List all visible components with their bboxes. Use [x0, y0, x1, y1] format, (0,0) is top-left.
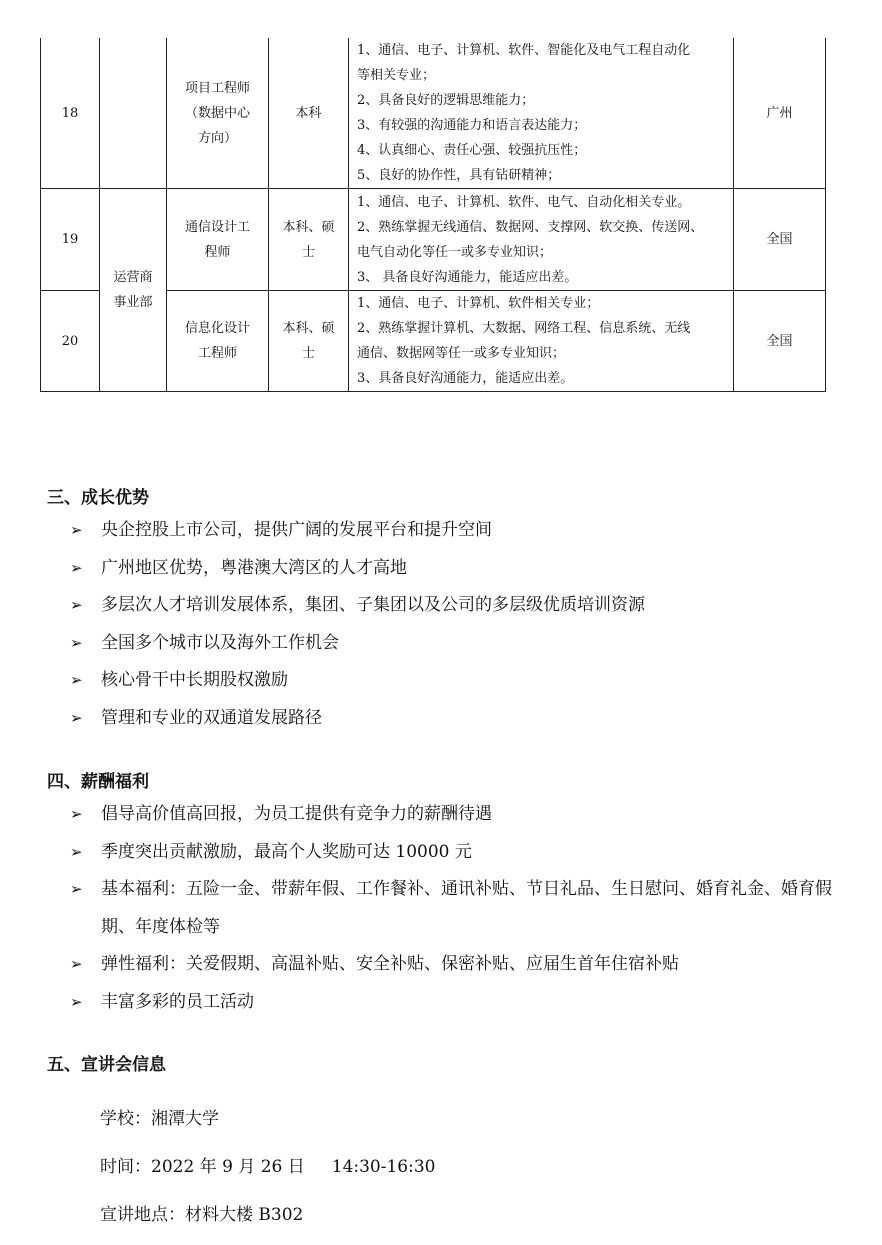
- row-number: 19: [41, 189, 100, 291]
- arrowhead-bullet-icon: ➢: [70, 805, 83, 823]
- location-cell: 全国: [734, 189, 826, 291]
- location-cell: 广州: [734, 38, 826, 189]
- list-item: ➢ 全国多个城市以及海外工作机会: [70, 625, 840, 663]
- position-cell: 项目工程师 （数据中心 方向）: [167, 38, 269, 189]
- location-cell: 全国: [734, 291, 826, 392]
- arrowhead-bullet-icon: ➢: [70, 992, 83, 1011]
- arrowhead-bullet-icon: ➢: [70, 842, 83, 861]
- position-cell: 信息化设计 工程师: [167, 291, 269, 392]
- list-item: ➢ 倡导高价值高回报，为员工提供有竞争力的薪酬待遇: [70, 796, 840, 834]
- department-cell: [100, 38, 167, 189]
- arrowhead-bullet-icon: ➢: [70, 521, 83, 539]
- arrowhead-bullet-icon: ➢: [70, 671, 83, 689]
- education-cell: 本科、硕 士: [269, 189, 349, 291]
- arrowhead-bullet-icon: ➢: [70, 708, 83, 727]
- benefits-list: [70, 796, 840, 1021]
- list-item: ➢ 弹性福利：关爱假期、高温补贴、安全补贴、保密补贴、应届生首年住宿补贴: [70, 946, 840, 984]
- requirements-cell: 1、通信、电子、计算机、软件、智能化及电气工程自动化 等相关专业； 2、具备良好的逻辑思维能力； 3、有较强的沟通能力和语言表达能力； 4、认真细心、责任心强、较强抗压性； 5、良好的协作性，具有钻研精神；: [349, 38, 734, 189]
- requirements-cell: 1、通信、电子、计算机、软件相关专业； 2、熟练掌握计算机、大数据、网络工程、信息系统、无线 通信、数据网等任一或多专业知识； 3、具备良好沟通能力，能适应出差。: [349, 291, 734, 392]
- seminar-time: 时间：2022 年 9 月 26 日 14:30-16:30: [100, 1157, 436, 1177]
- list-item: ➢ 多层次人才培训发展体系，集团、子集团以及公司的多层级优质培训资源: [70, 587, 840, 625]
- list-item: ➢ 央企控股上市公司，提供广阔的发展平台和提升空间: [70, 512, 840, 550]
- row-number: 18: [41, 38, 100, 189]
- position-cell: 通信设计工 程师: [167, 189, 269, 291]
- list-item: ➢ 核心骨干中长期股权激励: [70, 662, 840, 700]
- table-row: [41, 189, 826, 291]
- education-cell: 本科: [269, 38, 349, 189]
- arrowhead-bullet-icon: ➢: [70, 955, 83, 973]
- section-heading-benefits: 四、薪酬福利: [47, 772, 149, 792]
- requirements-cell: 1、通信、电子、计算机、软件、电气、自动化相关专业。 2、熟练掌握无线通信、数据网、支撑网、软交换、传送网、 电气自动化等任一或多专业知识； 3、 具备良好沟通能力，能适应出差。: [349, 189, 734, 291]
- growth-list: [70, 512, 840, 737]
- arrowhead-bullet-icon: ➢: [70, 633, 83, 652]
- arrowhead-bullet-icon: ➢: [70, 880, 83, 898]
- job-table: [40, 38, 826, 392]
- list-item: ➢ 管理和专业的双通道发展路径: [70, 700, 840, 738]
- row-number: 20: [41, 291, 100, 392]
- education-cell: 本科、硕 士: [269, 291, 349, 392]
- arrowhead-bullet-icon: ➢: [70, 558, 83, 577]
- seminar-school: 学校：湘潭大学: [100, 1109, 219, 1129]
- arrowhead-bullet-icon: ➢: [70, 596, 83, 614]
- list-item: ➢ 广州地区优势，粤港澳大湾区的人才高地: [70, 550, 840, 588]
- section-heading-growth: 三、成长优势: [47, 488, 149, 508]
- seminar-place: 宣讲地点：材料大楼 B302: [100, 1205, 304, 1225]
- list-item: ➢ 季度突出贡献激励，最高个人奖励可达 10000 元: [70, 834, 840, 872]
- list-item: ➢ 基本福利：五险一金、带薪年假、工作餐补、通讯补贴、节日礼品、生日慰问、婚育礼金、婚育假期、年度体检等: [70, 871, 840, 946]
- table-row: [41, 38, 826, 189]
- section-heading-seminar: 五、宣讲会信息: [47, 1055, 166, 1075]
- list-item: ➢ 丰富多彩的员工活动: [70, 984, 840, 1022]
- department-cell: 运营商 事业部: [100, 189, 167, 392]
